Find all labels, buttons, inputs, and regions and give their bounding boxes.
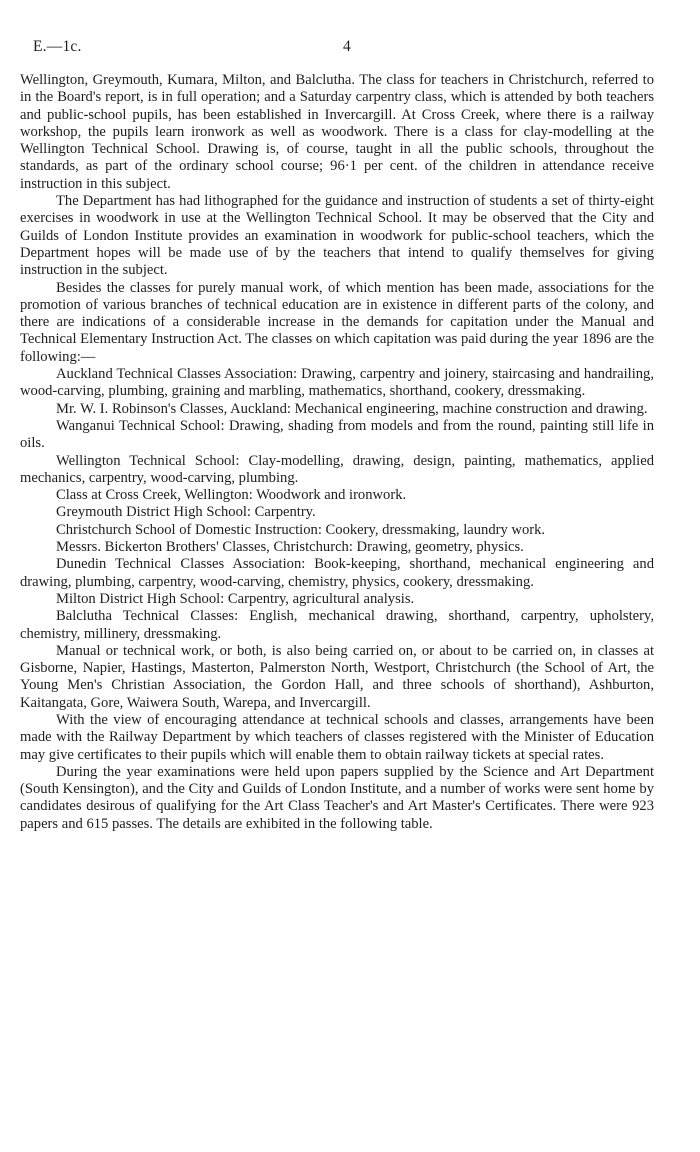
class-auckland-technical: Auckland Technical Classes Association: Drawing, carpentry and joinery, staircasing and handrailing, wood-carving, plumbing, graining and marbling, mathematics, shorthand, cookery, dressmaking.: [20, 366, 654, 400]
paragraph-railway-tickets: With the view of encouraging attendance at technical schools and classes, arrangements have been made with the Railway Department by which teachers of classes registered with the Minister of Education may give certificates to their pupils which will enable them to obtain railway tickets at special rates.: [20, 711, 654, 763]
body-text: [20, 72, 654, 833]
class-balclutha: Balclutha Technical Classes: English, mechanical drawing, shorthand, carpentry, upholstery, chemistry, millinery, dressmaking.: [20, 608, 654, 642]
paragraph-continuation: Wellington, Greymouth, Kumara, Milton, and Balclutha. The class for teachers in Christchurch, referred to in the Board's report, is in full operation; and a Saturday carpentry class, which is attended by both teachers and public-school pupils, has been established in Invercargill. At Cross Creek, where there is a railway workshop, the pupils learn ironwork as well as woodwork. There is a class for clay-modelling at the Wellington Technical School. Drawing is, of course, taught in all the public schools, throughout the standards, as part of the ordinary school course; 96·1 per cent. of the children in attendance receive instruction in this subject.: [20, 72, 654, 192]
class-christchurch-domestic: Christchurch School of Domestic Instruction: Cookery, dressmaking, laundry work.: [56, 521, 546, 538]
class-milton: Milton District High School: Carpentry, agricultural analysis.: [56, 590, 415, 607]
class-cross-creek: Class at Cross Creek, Wellington: Woodwork and ironwork.: [56, 487, 407, 504]
class-robinson-auckland: Mr. W. I. Robinson's Classes, Auckland: Mechanical engineering, machine construction and drawing.: [56, 400, 648, 417]
document-reference: E.—1c.: [33, 38, 82, 55]
class-bickerton-brothers: Messrs. Bickerton Brothers' Classes, Christchurch: Drawing, geometry, physics.: [56, 539, 524, 556]
page-number: 4: [343, 38, 351, 55]
paragraph-examinations: During the year examinations were held upon papers supplied by the Science and Art Department (South Kensington), and the City and Guilds of London Institute, and a number of works were sent home by candidates desirous of qualifying for the Art Class Teacher's and Art Master's Certificates. There were 923 papers and 615 passes. The details are exhibited in the following table.: [20, 763, 654, 832]
class-wanganui-technical: Wanganui Technical School: Drawing, shading from models and from the round, painting still life in oils.: [20, 417, 654, 452]
class-greymouth: Greymouth District High School: Carpentry.: [56, 504, 316, 521]
paragraph-other-classes: Manual or technical work, or both, is also being carried on, or about to be carried on, in classes at Gisborne, Napier, Hastings, Masterton, Palmerston North, Westport, Christchurch (the School of Art, the Young Men's Christian Association, the Gordon Hall, and three schools of shorthand), Ashburton, Kaitangata, Gore, Waiwera South, Warepa, and Invercargill.: [20, 642, 654, 711]
class-wellington-technical: Wellington Technical School: Clay-modelling, drawing, design, painting, mathematics, applied mechanics, carpentry, wood-carving, plumbing.: [20, 452, 654, 486]
paragraph-associations: Besides the classes for purely manual work, of which mention has been made, associations for the promotion of various branches of technical education are in existence in different parts of the colony, and there are indications of a considerable increase in the demands for capitation under the Manual and Technical Elementary Instruction Act. The classes on which capitation was paid during the year 1896 are the following:—: [20, 279, 654, 365]
paragraph-lithographed-exercises: The Department has had lithographed for the guidance and instruction of students a set of thirty-eight exercises in woodwork in use at the Wellington Technical School. It may be observed that the City and Guilds of London Institute provides an examination in woodwork for public-school teachers, which the Department hopes will be made use of by the teachers that intend to qualify themselves for giving instruction in the subject.: [20, 193, 654, 279]
class-dunedin-technical: Dunedin Technical Classes Association: Book-keeping, shorthand, mechanical engineering and drawing, plumbing, carpentry, wood-carving, chemistry, physics, cookery, dressmaking.: [20, 556, 654, 590]
